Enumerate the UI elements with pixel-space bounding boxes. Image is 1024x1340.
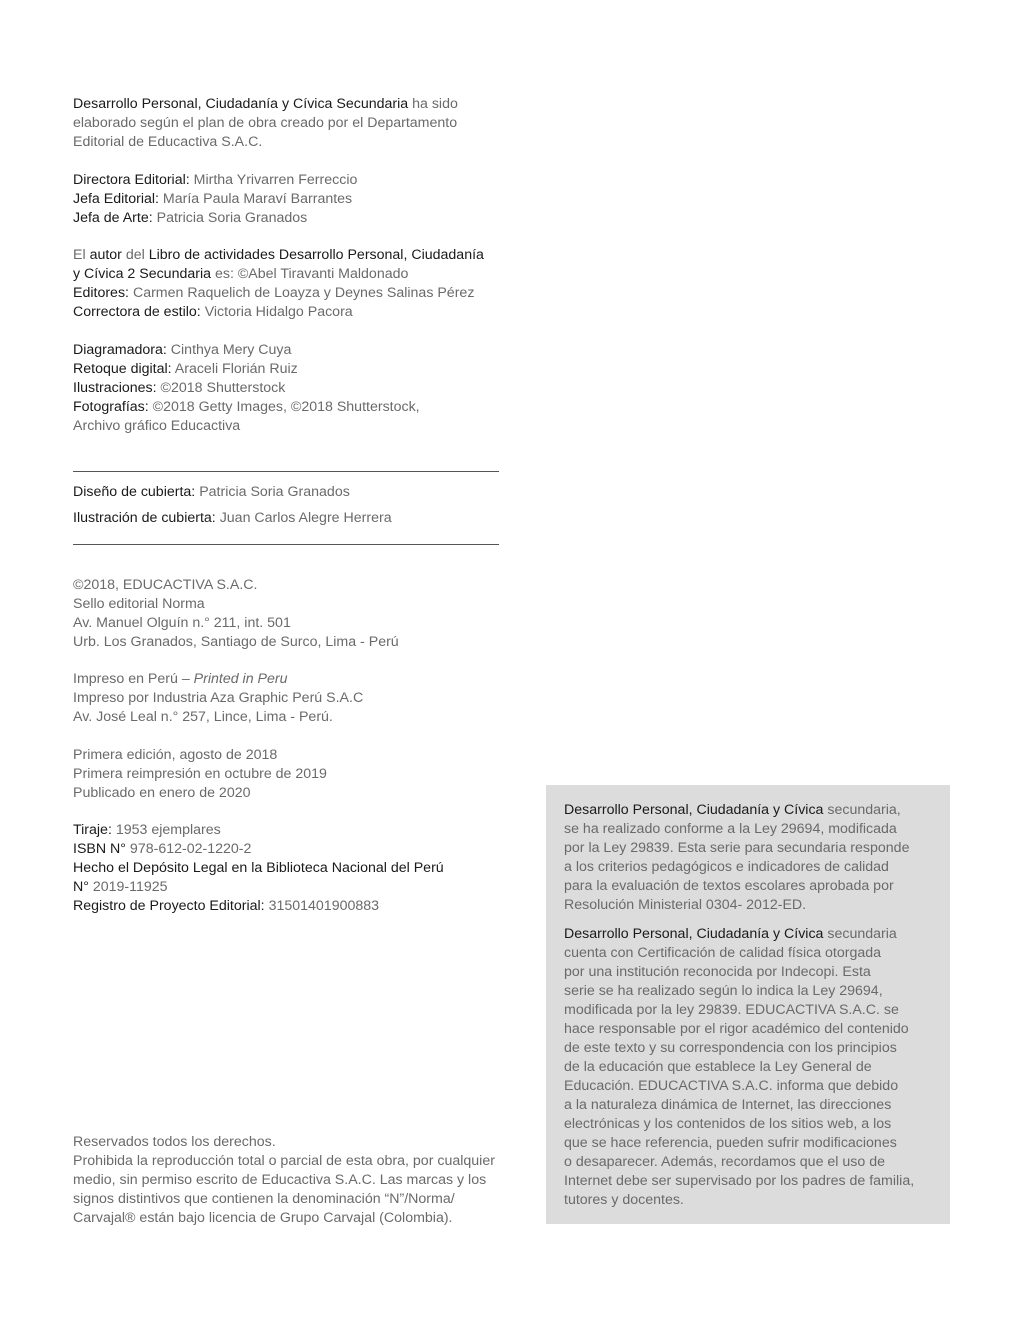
registry-line bbox=[73, 878, 553, 897]
credit-name: ©2018 Getty Images, ©2018 Shutterstock, bbox=[148, 399, 420, 415]
credit-role: Fotografías: bbox=[73, 399, 149, 415]
credit-line bbox=[73, 398, 553, 417]
publisher-line: ©2018, EDUCACTIVA S.A.C. bbox=[73, 577, 258, 593]
cover-block bbox=[73, 483, 553, 502]
credit-role: Ilustraciones: bbox=[73, 380, 157, 396]
author-line bbox=[73, 246, 553, 265]
notice-line: electrónicas y los contenidos de los sitios web, a los bbox=[564, 1116, 892, 1132]
printed-text-italic: Printed in Peru bbox=[193, 671, 288, 687]
rights-line: medio, sin permiso escrito de Educactiva S.A.C. Las marcas y los bbox=[73, 1172, 487, 1188]
credit-role: Diseño de cubierta: bbox=[73, 484, 196, 500]
edition-line: Primera edición, agosto de 2018 bbox=[73, 747, 278, 763]
author-text: El bbox=[73, 247, 90, 263]
credit-role: Directora Editorial: bbox=[73, 172, 190, 188]
notice-line: serie se ha realizado según lo indica la Ley 29694, bbox=[564, 983, 883, 999]
notice-line: a los criterios pedagógicos e indicadores de calidad bbox=[564, 859, 889, 875]
author-block bbox=[73, 246, 553, 322]
legal-notice-box bbox=[546, 785, 950, 1224]
publisher-line: Av. Manuel Olguín n.° 211, int. 501 bbox=[73, 615, 291, 631]
credit-line bbox=[73, 171, 553, 190]
registry-label: Tiraje: bbox=[73, 822, 112, 838]
credit-line bbox=[73, 341, 553, 360]
registry-label: Hecho el Depósito Legal en la Biblioteca Nacional del Perú bbox=[73, 860, 444, 876]
credit-name: Patricia Soria Granados bbox=[195, 484, 350, 500]
legal-notice-text bbox=[564, 801, 932, 1210]
credit-name: Patricia Soria Granados bbox=[152, 210, 308, 226]
registry-block bbox=[73, 821, 553, 916]
registry-line bbox=[73, 859, 553, 878]
notice-line: de este texto y su correspondencia con los principios bbox=[564, 1040, 897, 1056]
notice-title: Desarrollo Personal, Ciudadanía y Cívica bbox=[564, 802, 824, 818]
staff-block-1 bbox=[73, 171, 553, 228]
credit-name: Archivo gráfico Educactiva bbox=[73, 418, 241, 434]
rights-block bbox=[73, 1133, 533, 1228]
author-book: Libro de actividades Desarrollo Personal, Ciudadanía bbox=[148, 247, 484, 263]
notice-line: para la evaluación de textos escolares aprobada por bbox=[564, 878, 894, 894]
notice-line: por una institución reconocida por Indecopi. Esta bbox=[564, 964, 871, 980]
intro-text: Editorial de Educactiva S.A.C. bbox=[73, 134, 263, 150]
credit-line bbox=[73, 209, 553, 228]
credit-role: Editores: bbox=[73, 285, 129, 301]
edition-line: Publicado en enero de 2020 bbox=[73, 785, 251, 801]
registry-label: N° bbox=[73, 879, 89, 895]
credit-name: Cinthya Mery Cuya bbox=[166, 342, 292, 358]
author-name: es: ©Abel Tiravanti Maldonado bbox=[211, 266, 409, 282]
registry-value: 31501401900883 bbox=[264, 898, 380, 914]
notice-line: que se hace referencia, pueden sufrir modificaciones bbox=[564, 1135, 897, 1151]
publisher-line: Sello editorial Norma bbox=[73, 596, 205, 612]
intro-text: elaborado según el plan de obra creado por el Departamento bbox=[73, 115, 458, 131]
author-line bbox=[73, 265, 553, 284]
credit-name: ©2018 Shutterstock bbox=[156, 380, 286, 396]
credit-name: Mirtha Yrivarren Ferreccio bbox=[189, 172, 358, 188]
notice-line: Internet debe ser supervisado por los padres de familia, bbox=[564, 1173, 915, 1189]
notice-line: se ha realizado conforme a la Ley 29694, modificada bbox=[564, 821, 897, 837]
registry-value: 2019-11925 bbox=[88, 879, 168, 895]
staff-block-3 bbox=[73, 341, 553, 436]
credit-line bbox=[73, 483, 553, 502]
publisher-line: Urb. Los Granados, Santiago de Surco, Lima - Perú bbox=[73, 634, 399, 650]
editions-block bbox=[73, 746, 553, 803]
credit-role: Retoque digital: bbox=[73, 361, 172, 377]
notice-line: a la naturaleza dinámica de Internet, las direcciones bbox=[564, 1097, 892, 1113]
book-title: Desarrollo Personal, Ciudadanía y Cívica Secundaria bbox=[73, 96, 409, 112]
credit-role: Jefa de Arte: bbox=[73, 210, 153, 226]
credit-name: María Paula Maraví Barrantes bbox=[158, 191, 353, 207]
credit-role: Correctora de estilo: bbox=[73, 304, 201, 320]
author-text: del bbox=[121, 247, 149, 263]
rights-line: Reservados todos los derechos. bbox=[73, 1134, 276, 1150]
notice-paragraph-1 bbox=[564, 801, 932, 820]
credit-line bbox=[73, 303, 553, 322]
credit-name: Araceli Florián Ruiz bbox=[171, 361, 298, 377]
notice-line: por la Ley 29839. Esta serie para secundaria responde bbox=[564, 840, 910, 856]
notice-line: tutores y docentes. bbox=[564, 1192, 684, 1208]
credit-role: Jefa Editorial: bbox=[73, 191, 159, 207]
credit-line bbox=[73, 284, 553, 303]
printed-line: Impreso por Industria Aza Graphic Perú S.A.C bbox=[73, 690, 364, 706]
registry-value: 978-612-02-1220-2 bbox=[125, 841, 252, 857]
divider-bottom bbox=[73, 544, 499, 545]
notice-line: o desaparecer. Además, recordamos que el uso de bbox=[564, 1154, 885, 1170]
credit-name: Victoria Hidalgo Pacora bbox=[200, 304, 353, 320]
rights-line: Prohibida la reproducción total o parcial de esta obra, por cualquier bbox=[73, 1153, 495, 1169]
registry-line bbox=[73, 897, 553, 916]
rights-line: Carvajal® están bajo licencia de Grupo Carvajal (Colombia). bbox=[73, 1210, 453, 1226]
registry-value: 1953 ejemplares bbox=[111, 822, 221, 838]
notice-line: Educación. EDUCACTIVA S.A.C. informa que debido bbox=[564, 1078, 899, 1094]
publisher-block bbox=[73, 576, 553, 652]
credit-role: Diagramadora: bbox=[73, 342, 167, 358]
credit-name: Carmen Raquelich de Loayza y Deynes Salinas Pérez bbox=[129, 285, 475, 301]
notice-line: secundaria bbox=[823, 926, 897, 942]
notice-paragraph-2 bbox=[564, 925, 932, 944]
cover-block bbox=[73, 509, 553, 528]
notice-line: de la educación que establece la Ley General de bbox=[564, 1059, 872, 1075]
printed-block bbox=[73, 670, 553, 727]
printed-line: Av. José Leal n.° 257, Lince, Lima - Perú. bbox=[73, 709, 333, 725]
registry-label: Registro de Proyecto Editorial: bbox=[73, 898, 265, 914]
edition-line: Primera reimpresión en octubre de 2019 bbox=[73, 766, 327, 782]
printed-line bbox=[73, 670, 553, 689]
registry-line bbox=[73, 840, 553, 859]
author-book: y Cívica 2 Secundaria bbox=[73, 266, 212, 282]
credit-line bbox=[73, 190, 553, 209]
registry-line bbox=[73, 821, 553, 840]
credit-line bbox=[73, 360, 553, 379]
notice-line: cuenta con Certificación de calidad física otorgada bbox=[564, 945, 882, 961]
intro-block bbox=[73, 95, 553, 152]
credit-name: Juan Carlos Alegre Herrera bbox=[215, 510, 392, 526]
notice-line: modificada por la ley 29839. EDUCACTIVA S.A.C. se bbox=[564, 1002, 899, 1018]
intro-text: ha sido bbox=[408, 96, 458, 112]
notice-line: Resolución Ministerial 0304- 2012-ED. bbox=[564, 897, 807, 913]
credit-line bbox=[73, 379, 553, 398]
notice-line: hace responsable por el rigor académico del contenido bbox=[564, 1021, 909, 1037]
credit-line bbox=[73, 509, 553, 528]
rights-line: signos distintivos que contienen la denominación “N”/Norma/ bbox=[73, 1191, 455, 1207]
notice-title: Desarrollo Personal, Ciudadanía y Cívica bbox=[564, 926, 824, 942]
author-label: autor bbox=[89, 247, 122, 263]
credit-role: Ilustración de cubierta: bbox=[73, 510, 216, 526]
printed-text: Impreso en Perú – bbox=[73, 671, 194, 687]
notice-line: secundaria, bbox=[823, 802, 901, 818]
divider-top bbox=[73, 471, 499, 472]
registry-label: ISBN N° bbox=[73, 841, 126, 857]
